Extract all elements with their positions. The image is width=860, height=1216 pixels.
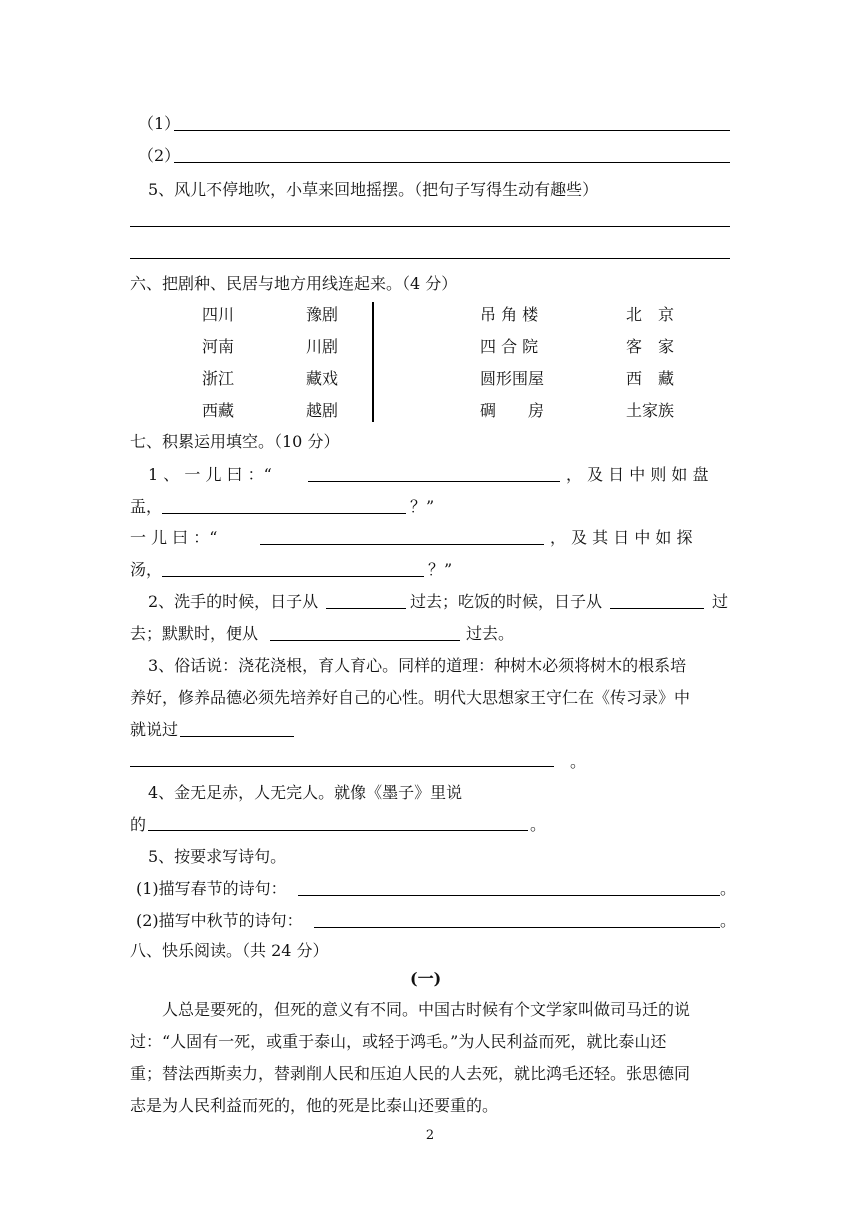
place-left-4: 西藏 bbox=[202, 401, 235, 420]
reading-subtitle: (一) bbox=[410, 969, 442, 988]
q3-line3: 就说过 bbox=[130, 720, 179, 739]
dwelling-1: 吊 角 楼 bbox=[480, 305, 539, 324]
q2-text-b: 过去；吃饭的时候，日子从 bbox=[410, 592, 603, 611]
answer-line-rewrite-1[interactable] bbox=[130, 226, 730, 227]
q1-blank-2[interactable] bbox=[162, 513, 406, 514]
q5-1-end: 。 bbox=[720, 879, 737, 898]
q5-2-end: 。 bbox=[720, 911, 737, 930]
reading-line-3: 重；替法西斯卖力，替剥削人民和压迫人民的人去死，就比鸿毛还轻。张思德同 bbox=[130, 1064, 691, 1083]
place-left-1: 四川 bbox=[202, 305, 235, 324]
place-right-3: 西 藏 bbox=[626, 369, 675, 388]
q1-line2-start: 盂， bbox=[130, 497, 163, 516]
opera-4: 越剧 bbox=[306, 401, 339, 420]
section-6-title: 六、把剧种、民居与地方用线连起来。（4 分） bbox=[130, 274, 458, 293]
q2-text-a: 2、洗手的时候，日子从 bbox=[148, 592, 319, 611]
q3-line1: 3、俗话说：浇花浇根，育人育心。同样的道理：种树木必须将树木的根系培 bbox=[148, 656, 687, 675]
q4-end: 。 bbox=[530, 815, 547, 834]
place-right-1: 北 京 bbox=[626, 305, 675, 324]
q1-line1-end: ， 及 日 中 则 如 盘 bbox=[566, 465, 709, 484]
q5-1-blank[interactable] bbox=[298, 895, 720, 896]
matching-divider bbox=[372, 302, 374, 422]
q3-blank-1[interactable] bbox=[180, 736, 294, 737]
q5-2-label: (2)描写中秋节的诗句： bbox=[136, 911, 303, 930]
dwelling-3: 圆形围屋 bbox=[480, 369, 545, 388]
question-5-rewrite: 5、风儿不停地吹，小草来回地摇摆。（把句子写得生动有趣些） bbox=[148, 180, 599, 199]
q2-blank-1[interactable] bbox=[326, 608, 406, 609]
q3-end: 。 bbox=[570, 752, 587, 771]
q2-blank-3[interactable] bbox=[270, 640, 460, 641]
answer-line-2[interactable] bbox=[174, 162, 730, 163]
q4-line2: 的 bbox=[130, 815, 147, 834]
dwelling-2: 四 合 院 bbox=[480, 337, 539, 356]
reading-line-2: 过：“人固有一死，或重于泰山，或轻于鸿毛。”为人民利益而死，就比泰山还 bbox=[130, 1032, 667, 1051]
q3-blank-2[interactable] bbox=[130, 766, 554, 767]
q1-line1-start: 1 、 一 儿 曰 ：“ bbox=[148, 465, 272, 484]
opera-3: 藏戏 bbox=[306, 369, 339, 388]
q3-line2: 养好，修养品德必须先培养好自己的心性。明代大思想家王守仁在《传习录》中 bbox=[130, 688, 691, 707]
reading-line-1: 人总是要死的，但死的意义有不同。中国古时候有个文学家叫做司马迁的说 bbox=[162, 1000, 691, 1019]
answer-line-1[interactable] bbox=[174, 130, 730, 131]
opera-2: 川剧 bbox=[306, 337, 339, 356]
q2-text-e: 过去。 bbox=[466, 624, 515, 643]
dwelling-4: 碉 房 bbox=[480, 401, 545, 420]
q2-text-d: 去；默默时，便从 bbox=[130, 624, 259, 643]
q1-line4-end: ？” bbox=[428, 560, 453, 579]
q1-blank-1[interactable] bbox=[308, 481, 560, 482]
answer-line-rewrite-2[interactable] bbox=[130, 258, 730, 259]
q4-blank[interactable] bbox=[148, 830, 528, 831]
q2-blank-2[interactable] bbox=[610, 608, 704, 609]
q1-line4-start: 汤， bbox=[130, 560, 163, 579]
q5-1-label: (1)描写春节的诗句： bbox=[136, 879, 287, 898]
section-8-title: 八、快乐阅读。（共 24 分） bbox=[130, 941, 329, 960]
place-left-2: 河南 bbox=[202, 337, 235, 356]
place-right-4: 土家族 bbox=[626, 401, 675, 420]
q1-line3-start: 一 儿 曰 ：“ bbox=[130, 528, 218, 547]
reading-line-4: 志是为人民利益而死的，他的死是比泰山还要重的。 bbox=[130, 1096, 499, 1115]
q2-text-c: 过 bbox=[712, 592, 729, 611]
place-right-2: 客 家 bbox=[626, 337, 675, 356]
item-1-label: （1） bbox=[138, 114, 181, 133]
item-2-label: （2） bbox=[138, 146, 181, 165]
q5-title: 5、按要求写诗句。 bbox=[148, 847, 287, 866]
q1-blank-3[interactable] bbox=[260, 544, 544, 545]
section-7-title: 七、积累运用填空。（10 分） bbox=[130, 432, 340, 451]
q1-blank-4[interactable] bbox=[162, 576, 424, 577]
q5-2-blank[interactable] bbox=[314, 927, 720, 928]
page-number: 2 bbox=[425, 1128, 435, 1143]
q1-line2-end: ？” bbox=[410, 497, 435, 516]
place-left-3: 浙江 bbox=[202, 369, 235, 388]
opera-1: 豫剧 bbox=[306, 305, 339, 324]
q4-line1: 4、金无足赤，人无完人。就像《墨子》里说 bbox=[148, 783, 463, 802]
q1-line3-end: ， 及 其 日 中 如 探 bbox=[550, 528, 693, 547]
